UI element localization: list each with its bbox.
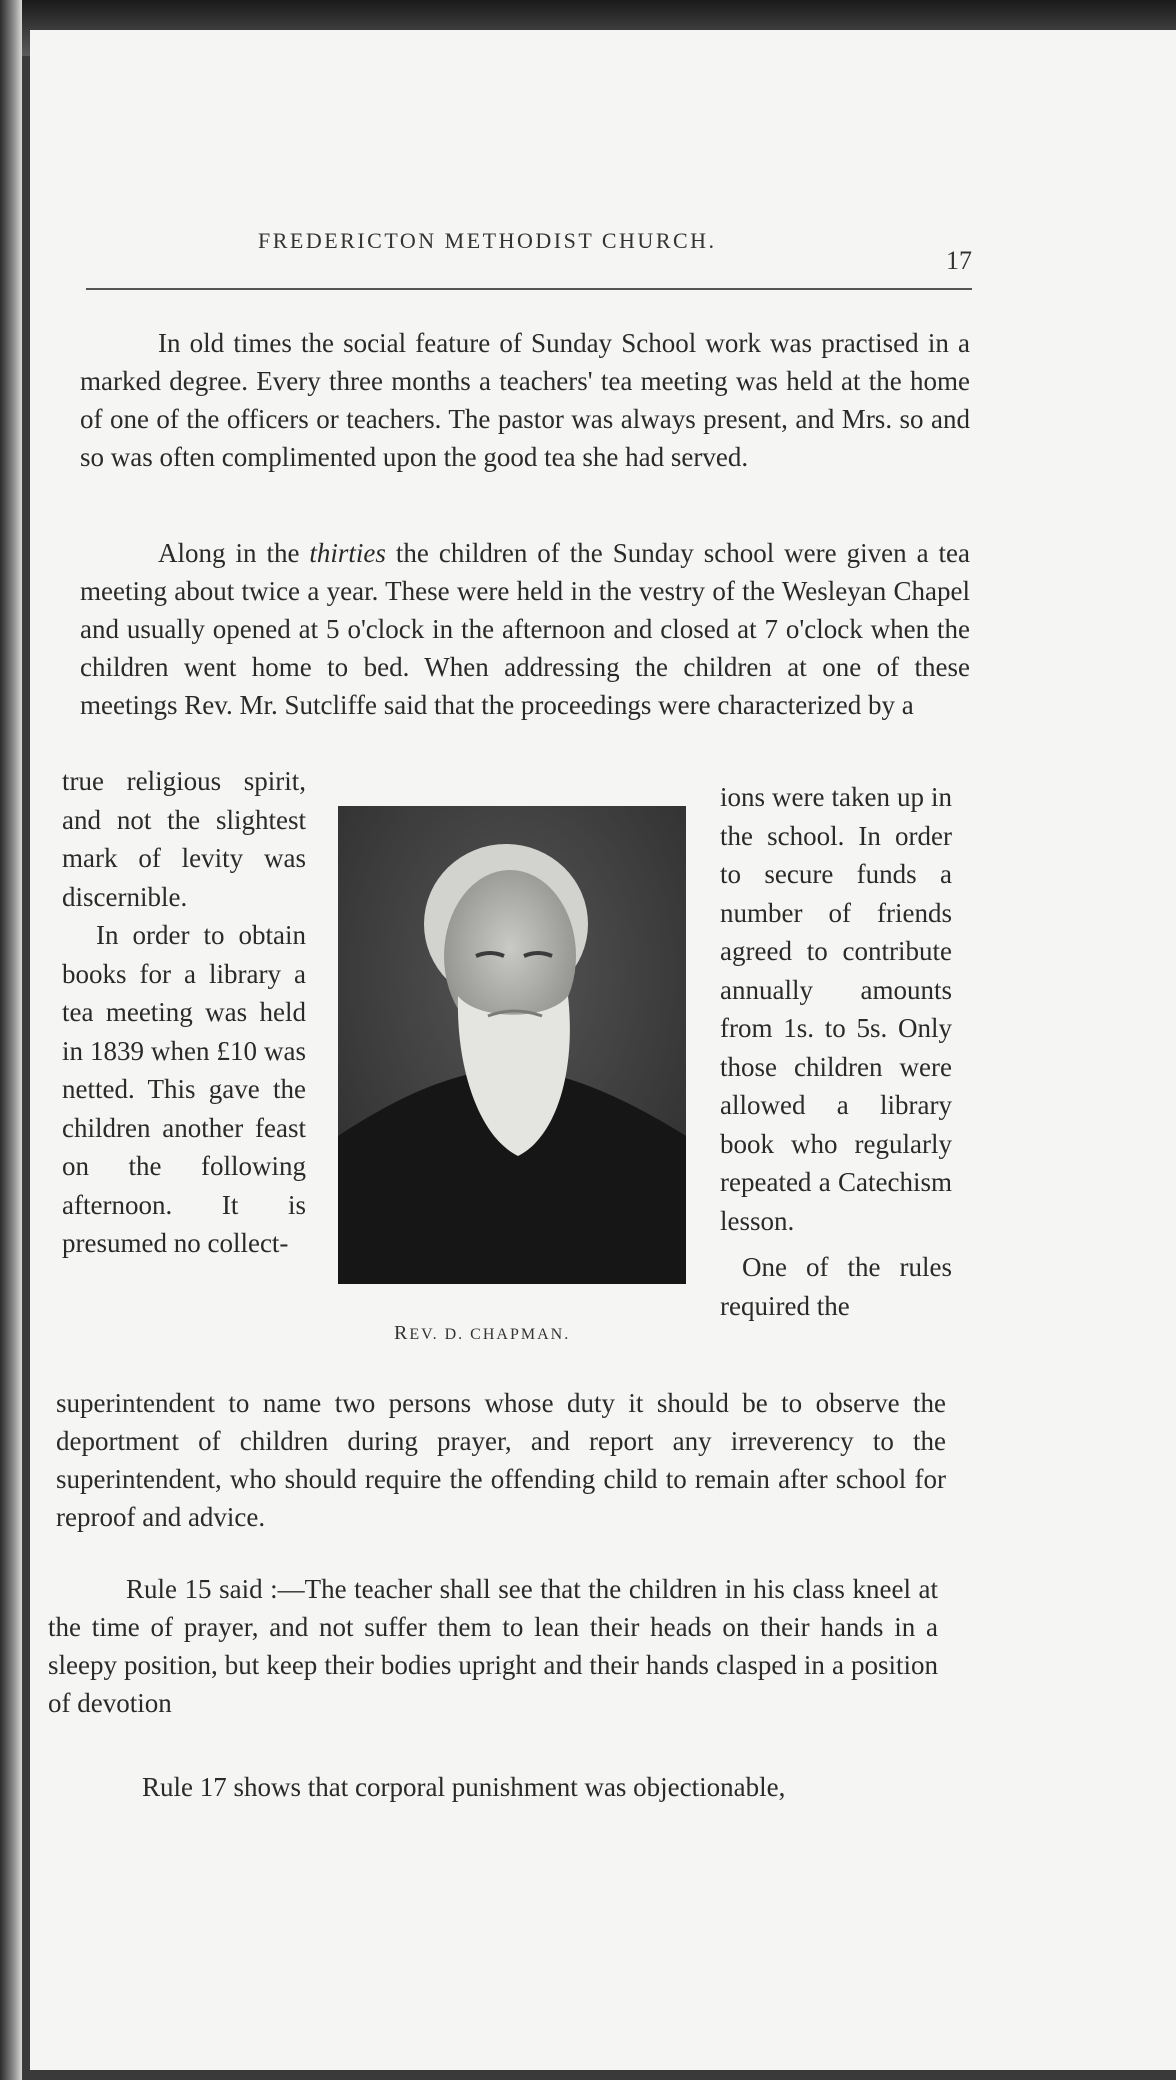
left-column-para-2: In order to obtain books for a library a tea meeting was held in 1839 when £10 was netted. This gave the children another feast on the following afternoon. It is presumed no collect- <box>62 920 306 1258</box>
right-column-para-2: One of the rules required the <box>720 1252 952 1321</box>
caption-end: HAPMAN. <box>482 1326 571 1343</box>
caption-initial: R <box>394 1322 410 1344</box>
portrait-image <box>338 806 686 1284</box>
left-column <box>62 762 306 1263</box>
paragraph-thirties-rest: the children of the Sunday school were given a tea meeting about twice a year. These were held in the vestry of the Wesleyan Chapel and usually opened at 5 o'clock in the afternoon and closed at 7 o'clock when the children went home to bed. When addressing the children at one of these meetings Rev. Mr. Sutcliffe said that the proceedings were characterized by a <box>80 538 970 720</box>
running-header: FREDERICTON METHODIST CHURCH. <box>258 228 717 253</box>
paragraph-tea-meetings: In old times the social feature of Sunday School work was practised in a marked degree. Every three months a teachers' tea meeting was held at the home of one of the officers or teachers. The pastor was always present, and Mrs. so and so was often complimented upon the good tea she had served. <box>80 328 970 472</box>
paragraph-thirties-start: Along in the <box>158 538 310 568</box>
book-spine <box>0 0 22 2080</box>
paragraph-rule-15: Rule 15 said :—The teacher shall see that the children in his class kneel at the time of prayer, and not suffer them to lean their heads on their hands in a sleepy position, but keep their bodies upright and their hands clasped in a position of devotion <box>48 1574 938 1718</box>
right-column-para-1: ions were taken up in the school. In order to secure funds a number of friends agreed to contribute annually amounts from 1s. to 5s. Only those children were allowed a library book who regularly repeated a Catechism lesson. <box>720 782 952 1236</box>
paragraph-thirties <box>80 534 970 724</box>
portrait-photo <box>338 806 686 1284</box>
right-column <box>720 778 952 1325</box>
caption-middle: EV. D. C <box>409 1326 483 1343</box>
header-rule <box>86 288 972 290</box>
page-number: 17 <box>946 246 972 275</box>
portrait-caption <box>394 1322 570 1345</box>
paragraph-thirties-italic: thirties <box>309 538 386 568</box>
left-column-para-1: true religious spirit, and not the slightest mark of levity was discernible. <box>62 766 306 912</box>
paragraph-rule-17: Rule 17 shows that corporal punishment was objectionable, <box>142 1772 786 1802</box>
paragraph-superintendent: superintendent to name two persons whose duty it should be to observe the deportment of children during prayer, and report any irreverency to the superintendent, who should require the offending child to remain after school for reproof and advice. <box>56 1388 946 1532</box>
